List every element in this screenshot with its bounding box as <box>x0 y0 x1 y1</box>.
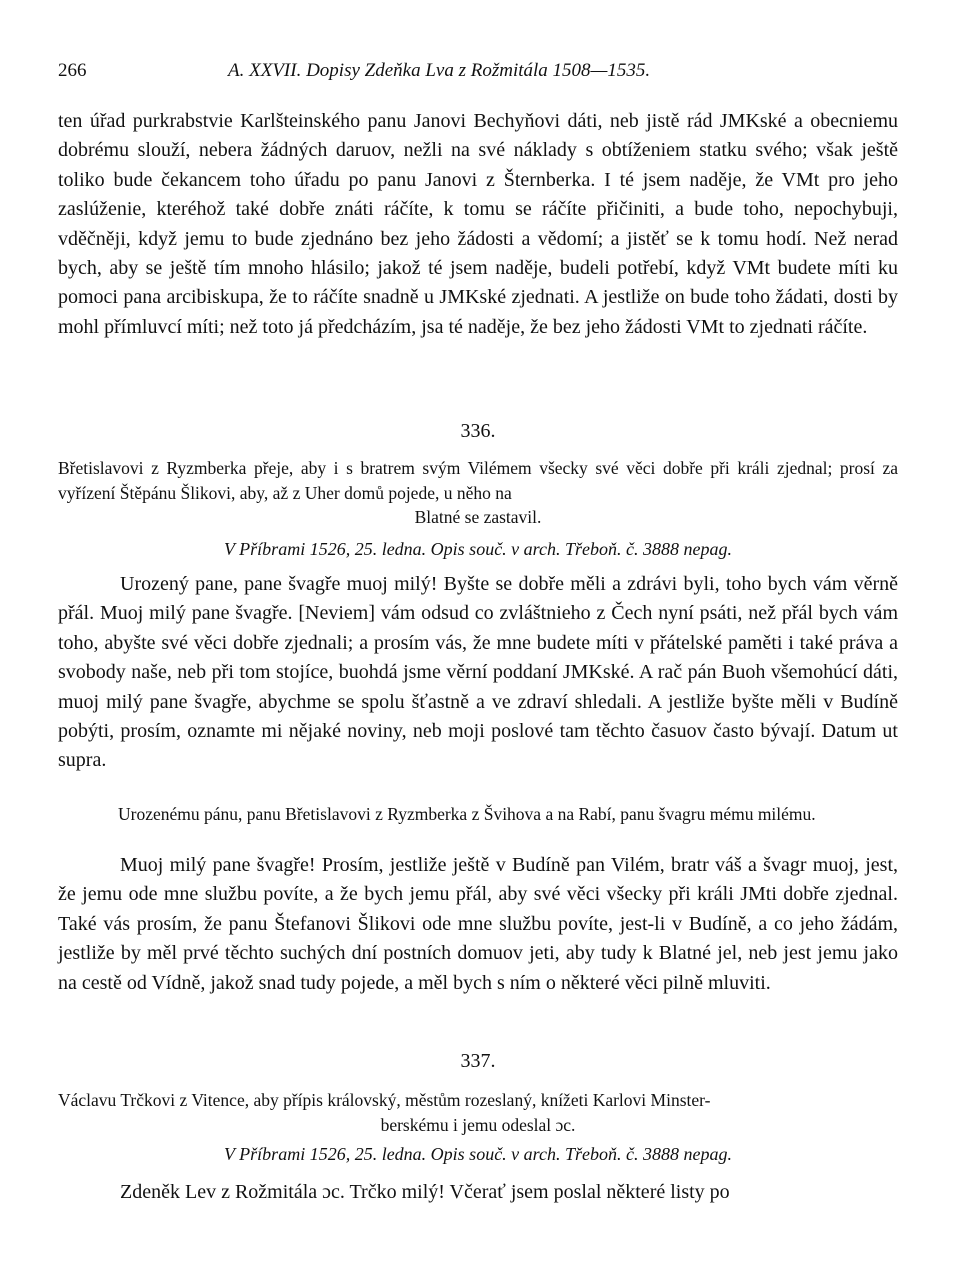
letter-336-body: Urozený pane, pane švagře muoj milý! Byšte se dobře měli a zdrávi byli, toho bych vám věrně přál. Muoj milý pane švagře. [Neviem] vám odsud co zvláštnieho z Čech nyní psáti, než přál bych vám toho, abyšte své věci dobře zjednali; a prosím vás, že mne budete míti v přátelské paměti i také práva a svobody naše, neb při tom stojíce, buohdá jsme věrní poddaní JMKské. A rač pán Buoh všemohúcí dáti, muoj milý pane švagře, abychme se spolu šťastně a ve zdraví shledali. A jestliže byšte měli v Budíně pobýti, prosím, oznamte mi nějaké noviny, neb moji poslové tam těchto časuov často bývají. Datum ut supra. <box>58 573 898 772</box>
running-title: A. XXVII. Dopisy Zdeňka Lva z Rožmitála 1508—1535. <box>228 60 651 81</box>
letter-336-address: Urozenému pánu, panu Břetislavovi z Ryzmberka z Švihova a na Rabí, panu švagru mému milému. <box>118 804 816 824</box>
regest-337-last-line: berskému i jemu odeslal ɔc. <box>380 1114 576 1135</box>
date-source-337: V Příbrami 1526, 25. ledna. Opis souč. v arch. Třeboň. č. 3888 nepag. <box>224 1144 732 1164</box>
page-number: 266 <box>58 60 87 81</box>
regest-337 <box>58 1088 898 1137</box>
letter-number-336: 336. <box>460 420 496 442</box>
date-source-336: V Příbrami 1526, 25. ledna. Opis souč. v arch. Třeboň. č. 3888 nepag. <box>224 539 732 559</box>
intro-paragraph: ten úřad purkrabstvie Karlšteinského panu Janovi Bechyňovi dáti, neb jistě rád JMKské a obecniemu dobrému slouží, nebera žádných daruov, nežli na své náklady s obtíženiem statku svého; však ještě toliko bude čekancem toho úřadu po panu Janovi z Šternberka. I té jsem naděje, že VMt pro jeho zaslúženie, kteréhož také dobře znáti ráčíte, k tomu se ráčíte přičiniti, a bude toho, nepochybuji, vděčněji, když jemu to bude zjednáno bez jeho žádosti a vědomí; a jistěť se k tomu hodí. Než nerad bych, aby se ještě tím mnoho hlásilo; jakož té jsem naděje, budeli potřebí, když VMt budete míti ku pomoci pana arcibiskupa, že to ráčíte snadně u JMKské zjednati. A jestliže on bude toho žádati, dosti by mohl přímluvcí míti; než toto já předcházím, jsa té naděje, že bez jeho žádosti VMt to zjednati ráčíte. <box>58 110 898 338</box>
regest-336-text: Břetislavovi z Ryzmberka přeje, aby i s bratrem svým Vilémem všecky své věci dobře při králi zjednal; prosí za vyřízení Štěpánu Šlikovi, aby, až z Uher domů pojede, u něho na <box>58 458 898 503</box>
page-header <box>58 60 898 84</box>
letter-336-postscript: Muoj milý pane švagře! Prosím, jestliže ještě v Budíně pan Vilém, bratr váš a švagr muoj, jest, že jemu ode mne službu povíte, a že bych jemu přál, aby své věci všecky při králi JMti dobře zjednal. Také vás prosím, že panu Štefanovi Šlikovi ode mne službu povíte, jest-li v Budíně, a co jeho žádám, jestliže by měl prvé těchto suchých dní postních domuov jeti, aby tudy k Blatné jel, neb jest jemu jako na cestě od Vídně, jakož snad tudy pojede, a měl bych s ním o některé věci pilně mluviti. <box>58 854 898 994</box>
letter-337-body: Zdeněk Lev z Rožmitála ɔc. Trčko milý! Včerať jsem poslal některé listy po <box>120 1181 730 1203</box>
letter-number-337: 337. <box>460 1050 496 1072</box>
regest-337-text: Václavu Trčkovi z Vitence, aby přípis královský, městům rozeslaný, knížeti Karlovi Minster- <box>58 1090 711 1110</box>
regest-336-last-line: Blatné se zastavil. <box>414 507 542 527</box>
regest-336 <box>58 456 898 530</box>
